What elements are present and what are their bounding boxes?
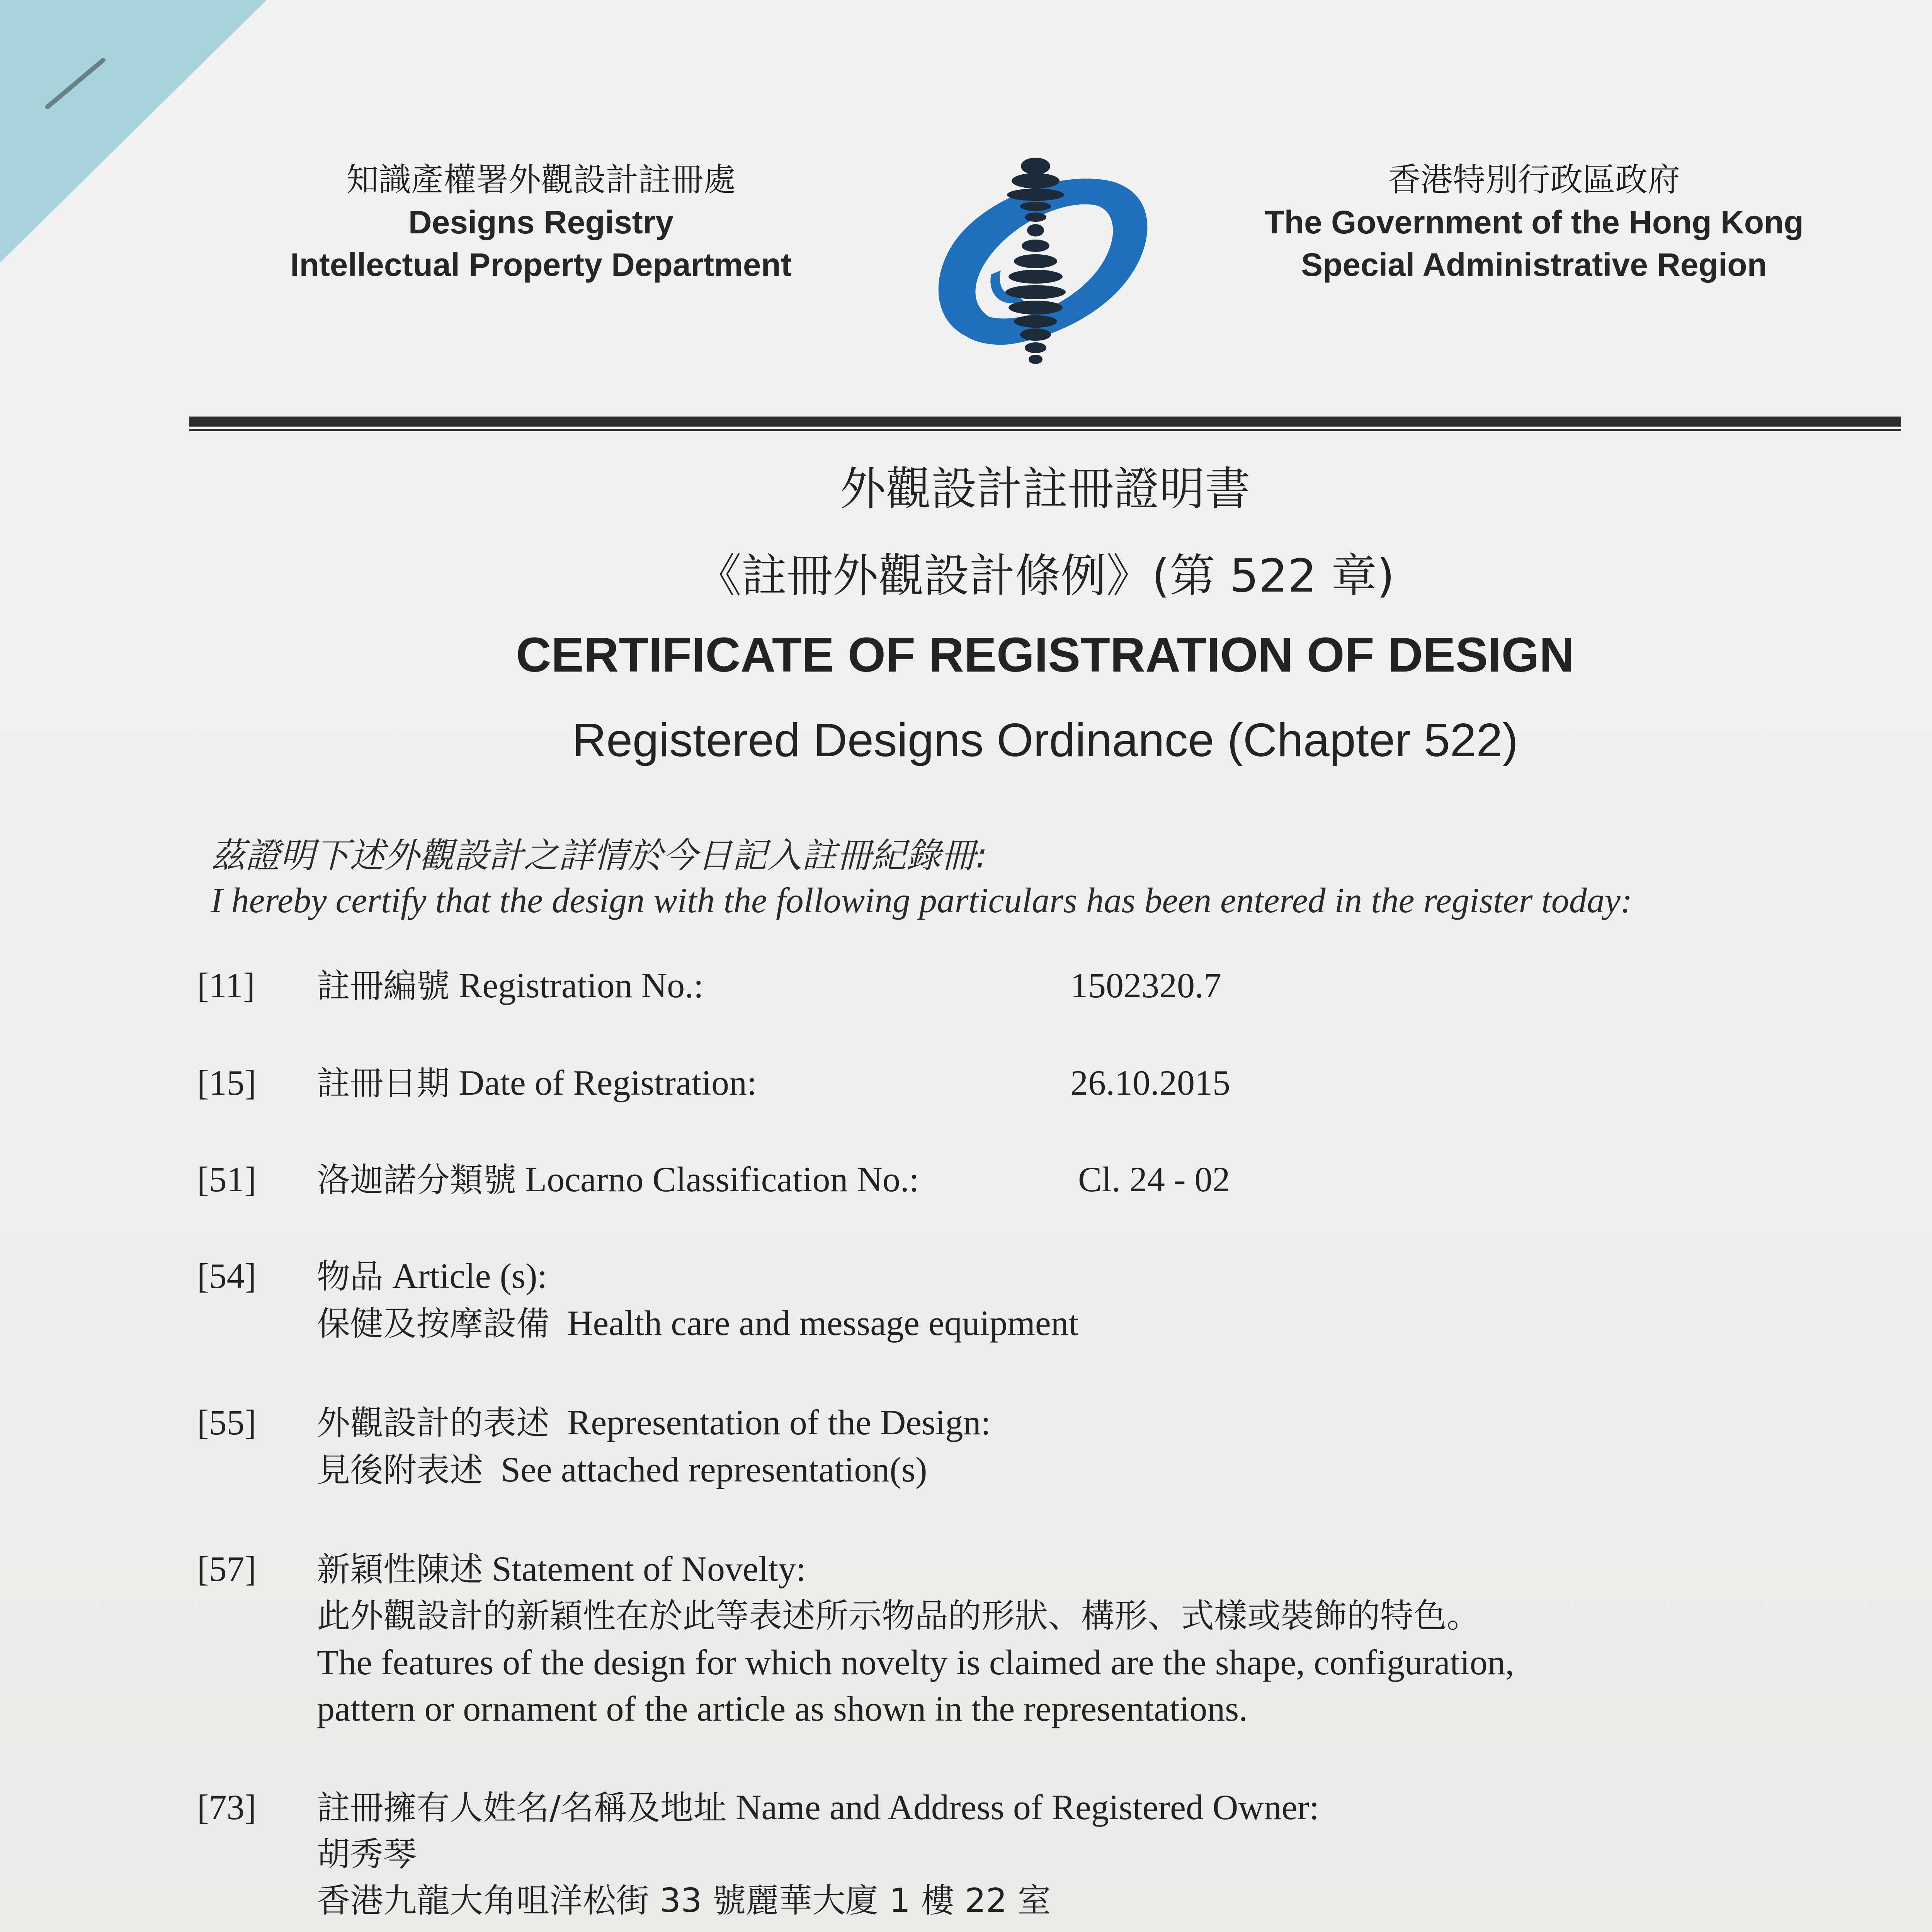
entry-label-zh: 洛迦諾分類號 bbox=[317, 1161, 516, 1199]
entry-label-en: Statement of Novelty: bbox=[492, 1549, 806, 1588]
title-block bbox=[189, 460, 1901, 769]
entry-code: [55] bbox=[197, 1403, 257, 1442]
header-left-en-1: Designs Registry bbox=[408, 204, 674, 240]
entry-label-zh: 新穎性陳述 bbox=[317, 1550, 483, 1589]
certify-en: I hereby certify that the design with the following particulars has been entered in the register today: bbox=[211, 881, 1633, 920]
certify-statement bbox=[211, 835, 1891, 923]
entry-label-zh: 註冊日期 bbox=[317, 1064, 450, 1103]
header-rule-thick bbox=[189, 417, 1901, 427]
header-left-en-2: Intellectual Property Department bbox=[290, 247, 792, 283]
title-ordinance-en: Registered Designs Ordinance (Chapter 522) bbox=[572, 714, 1519, 766]
header-right-en-1: The Government of the Hong Kong bbox=[1264, 204, 1804, 240]
entry-statement-of-novelty bbox=[197, 1546, 1897, 1732]
entry-value: 1502320.7 bbox=[1070, 966, 1221, 1005]
entry-label-en: Date of Registration: bbox=[459, 1063, 757, 1102]
entry-detail-en: Health care and message equipment bbox=[567, 1303, 1079, 1343]
entry-locarno-classification bbox=[197, 1156, 1897, 1203]
header-right-zh: 香港特別行政區政府 bbox=[1388, 161, 1680, 199]
entry-code: [15] bbox=[197, 1063, 257, 1102]
title-ordinance-zh: 《註冊外觀設計條例》(第 522 章) bbox=[696, 549, 1395, 602]
entry-code: [11] bbox=[197, 966, 255, 1005]
title-zh: 外觀設計註冊證明書 bbox=[840, 462, 1250, 515]
entry-detail-zh: 見後附表述 bbox=[317, 1451, 483, 1490]
entry-code: [54] bbox=[197, 1256, 257, 1296]
entry-representation bbox=[197, 1399, 1897, 1493]
entry-detail-en: See attached representation(s) bbox=[501, 1450, 927, 1489]
entry-value: Cl. 24 - 02 bbox=[1078, 1160, 1230, 1199]
entry-value: 26.10.2015 bbox=[1070, 1063, 1230, 1102]
owner-address: 香港九龍大角咀洋松街 33 號麗華大廈 1 樓 22 室 bbox=[317, 1881, 1051, 1920]
entry-label-zh: 註冊擁有人姓名/名稱及地址 bbox=[317, 1789, 727, 1827]
certify-zh: 茲證明下述外觀設計之詳情於今日記入註冊紀錄冊: bbox=[211, 835, 988, 876]
title-en: CERTIFICATE OF REGISTRATION OF DESIGN bbox=[516, 628, 1575, 682]
entry-registration-no bbox=[197, 962, 1897, 1009]
header-rule-thin bbox=[189, 429, 1901, 431]
entry-label-en: Representation of the Design: bbox=[567, 1403, 991, 1442]
entry-code: [57] bbox=[197, 1549, 257, 1588]
entry-code: [73] bbox=[197, 1787, 257, 1827]
entry-detail-zh: 此外觀設計的新穎性在於此等表述所示物品的形狀、構形、式樣或裝飾的特色。 bbox=[317, 1597, 1480, 1635]
entry-detail-en-1: The features of the design for which novelty is claimed are the shape, configuration, bbox=[317, 1643, 1514, 1682]
entry-label-zh: 外觀設計的表述 bbox=[317, 1404, 549, 1442]
entry-label-en: Registration No.: bbox=[459, 966, 704, 1005]
ipd-logo-icon bbox=[920, 155, 1159, 371]
entry-article bbox=[197, 1253, 1897, 1347]
header-right-block bbox=[1209, 158, 1859, 286]
entry-label-en: Locarno Classification No.: bbox=[525, 1160, 919, 1199]
entry-label-en: Name and Address of Registered Owner: bbox=[735, 1787, 1319, 1827]
entry-detail-en-2: pattern or ornament of the article as shown in the representations. bbox=[317, 1689, 1248, 1728]
entry-label-zh: 註冊編號 bbox=[317, 967, 450, 1005]
entry-code: [51] bbox=[197, 1160, 257, 1199]
entry-label-zh: 物品 bbox=[317, 1257, 383, 1296]
entry-date-of-registration bbox=[197, 1060, 1897, 1107]
owner-name: 胡秀琴 bbox=[317, 1835, 417, 1874]
header-left-zh: 知識產權署外觀設計註冊處 bbox=[346, 161, 736, 199]
background-corner bbox=[0, 0, 267, 263]
particulars-list bbox=[197, 962, 1897, 1924]
entry-label-en: Article (s): bbox=[392, 1256, 548, 1296]
entry-registered-owner bbox=[197, 1784, 1897, 1924]
entry-detail-zh: 保健及按摩設備 bbox=[317, 1304, 549, 1343]
header-left-block bbox=[240, 158, 842, 286]
header-right-en-2: Special Administrative Region bbox=[1301, 247, 1767, 283]
